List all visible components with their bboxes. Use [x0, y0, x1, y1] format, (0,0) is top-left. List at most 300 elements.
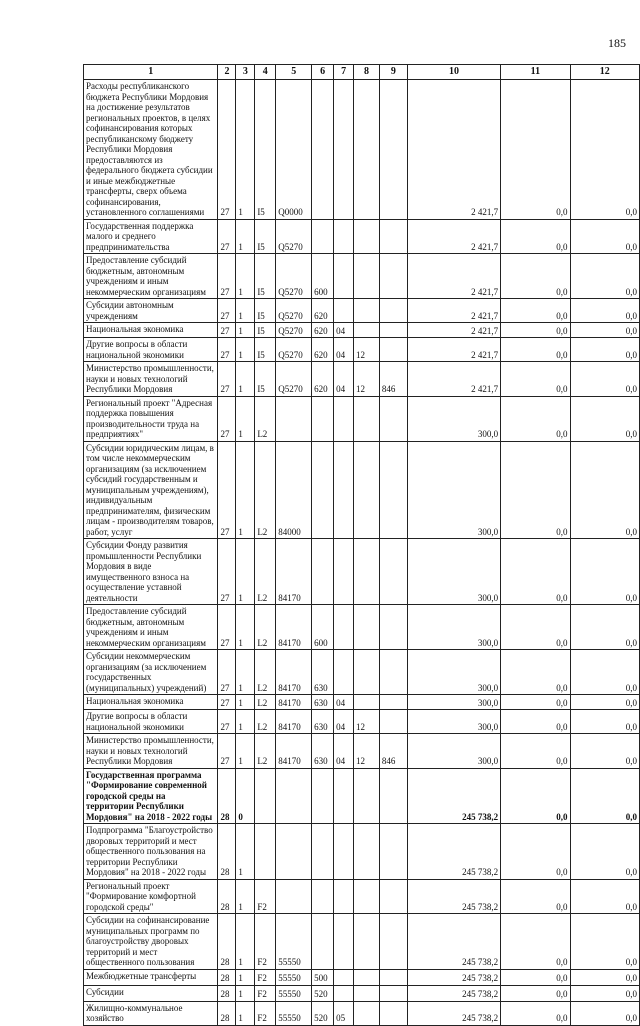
col-5-value: Q5270 — [276, 299, 312, 323]
col-3-value: 1 — [236, 824, 255, 880]
column-header: 11 — [501, 65, 570, 80]
col-3-value: 1 — [236, 914, 255, 970]
col-8-value — [354, 650, 380, 695]
col-9-value — [379, 441, 407, 539]
col-2-value: 28 — [218, 768, 236, 824]
col-5-value — [276, 396, 312, 441]
col-11-value: 0,0 — [501, 768, 570, 824]
col-8-value — [354, 80, 380, 220]
col-3-value: 1 — [236, 1001, 255, 1025]
col-2-value: 27 — [218, 710, 236, 734]
col-7-value — [334, 219, 354, 254]
col-2-value: 28 — [218, 969, 236, 985]
amount-value: 300,0 — [407, 396, 500, 441]
col-4-value: F2 — [255, 914, 276, 970]
col-9-value — [379, 323, 407, 338]
col-2-value: 27 — [218, 80, 236, 220]
col-12-value: 0,0 — [570, 80, 639, 220]
col-7-value: 04 — [334, 362, 354, 397]
col-2-value: 27 — [218, 323, 236, 338]
col-11-value: 0,0 — [501, 914, 570, 970]
col-5-value: Q5270 — [276, 338, 312, 362]
col-9-value — [379, 695, 407, 710]
col-2-value: 27 — [218, 441, 236, 539]
col-7-value — [334, 441, 354, 539]
col-12-value: 0,0 — [570, 219, 639, 254]
col-4-value — [255, 824, 276, 880]
col-7-value: 04 — [334, 710, 354, 734]
row-name: Субсидии Фонду развития промышленности Республики Мордовия в виде имущественного взноса на осуществление уставной деятельности — [84, 539, 218, 605]
column-header: 7 — [334, 65, 354, 80]
col-11-value: 0,0 — [501, 650, 570, 695]
col-7-value — [334, 824, 354, 880]
col-9-value — [379, 914, 407, 970]
col-2-value: 27 — [218, 539, 236, 605]
col-2-value: 27 — [218, 338, 236, 362]
col-5-value: Q5270 — [276, 362, 312, 397]
col-2-value: 27 — [218, 299, 236, 323]
col-9-value — [379, 710, 407, 734]
col-8-value — [354, 219, 380, 254]
table-row — [84, 605, 640, 650]
row-name: Межбюджетные трансферты — [84, 969, 218, 985]
col-4-value: L2 — [255, 650, 276, 695]
col-4-value: L2 — [255, 605, 276, 650]
col-8-value: 12 — [354, 338, 380, 362]
col-9-value — [379, 338, 407, 362]
table-row — [84, 1001, 640, 1025]
col-11-value: 0,0 — [501, 985, 570, 1001]
col-4-value: I5 — [255, 254, 276, 299]
col-3-value: 1 — [236, 650, 255, 695]
col-6-value — [312, 80, 334, 220]
row-name: Национальная экономика — [84, 695, 218, 710]
col-2-value: 27 — [218, 650, 236, 695]
table-row — [84, 441, 640, 539]
col-9-value — [379, 80, 407, 220]
col-6-value: 520 — [312, 1001, 334, 1025]
col-3-value: 1 — [236, 734, 255, 769]
row-name: Жилищно-коммунальное хозяйство — [84, 1001, 218, 1025]
amount-value: 2 421,7 — [407, 254, 500, 299]
col-6-value — [312, 219, 334, 254]
col-11-value: 0,0 — [501, 362, 570, 397]
col-3-value: 1 — [236, 219, 255, 254]
col-6-value: 600 — [312, 605, 334, 650]
amount-value: 300,0 — [407, 539, 500, 605]
col-7-value — [334, 650, 354, 695]
col-5-value: 84170 — [276, 734, 312, 769]
row-name: Министерство промышленности, науки и новых технологий Республики Мордовия — [84, 734, 218, 769]
amount-value: 2 421,7 — [407, 362, 500, 397]
col-12-value: 0,0 — [570, 695, 639, 710]
col-11-value: 0,0 — [501, 879, 570, 914]
row-name: Другие вопросы в области национальной экономики — [84, 338, 218, 362]
col-5-value: 55550 — [276, 985, 312, 1001]
col-3-value: 1 — [236, 695, 255, 710]
table-row — [84, 539, 640, 605]
col-5-value: 84170 — [276, 605, 312, 650]
col-5-value — [276, 768, 312, 824]
col-4-value: I5 — [255, 362, 276, 397]
col-8-value — [354, 323, 380, 338]
column-header: 3 — [236, 65, 255, 80]
column-header: 12 — [570, 65, 639, 80]
col-5-value — [276, 879, 312, 914]
col-4-value — [255, 768, 276, 824]
col-5-value: Q5270 — [276, 219, 312, 254]
amount-value: 300,0 — [407, 605, 500, 650]
col-4-value: L2 — [255, 710, 276, 734]
col-4-value: L2 — [255, 396, 276, 441]
col-6-value — [312, 879, 334, 914]
amount-value: 300,0 — [407, 650, 500, 695]
col-12-value: 0,0 — [570, 254, 639, 299]
table-row — [84, 914, 640, 970]
col-6-value: 520 — [312, 985, 334, 1001]
table-row — [84, 254, 640, 299]
col-12-value: 0,0 — [570, 914, 639, 970]
col-3-value: 1 — [236, 441, 255, 539]
col-11-value: 0,0 — [501, 605, 570, 650]
col-2-value: 28 — [218, 985, 236, 1001]
amount-value: 300,0 — [407, 734, 500, 769]
col-9-value — [379, 396, 407, 441]
col-11-value: 0,0 — [501, 254, 570, 299]
col-4-value: I5 — [255, 323, 276, 338]
table-row — [84, 362, 640, 397]
col-8-value — [354, 1001, 380, 1025]
col-12-value: 0,0 — [570, 768, 639, 824]
row-name: Государственная программа "Формирование современной городской среды на территории Республики Мордовия" на 2018 - 2022 годы — [84, 768, 218, 824]
col-4-value: F2 — [255, 1001, 276, 1025]
col-5-value: 84170 — [276, 650, 312, 695]
col-3-value: 1 — [236, 539, 255, 605]
column-header: 9 — [379, 65, 407, 80]
col-4-value: L2 — [255, 734, 276, 769]
amount-value: 300,0 — [407, 441, 500, 539]
col-2-value: 27 — [218, 254, 236, 299]
col-7-value: 05 — [334, 1001, 354, 1025]
col-6-value: 620 — [312, 338, 334, 362]
col-11-value: 0,0 — [501, 824, 570, 880]
col-9-value — [379, 299, 407, 323]
amount-value: 245 738,2 — [407, 985, 500, 1001]
col-8-value — [354, 605, 380, 650]
col-5-value: Q5270 — [276, 254, 312, 299]
col-8-value: 12 — [354, 362, 380, 397]
col-3-value: 1 — [236, 338, 255, 362]
col-7-value — [334, 299, 354, 323]
row-name: Расходы республиканского бюджета Республики Мордовия на достижение результатов региональных проектов, в целях софинансирования которых республиканскому бюджету Республики Мордовия предоставляются из федерального бюджета субсидии и иные межбюджетные трансферты, сверх объема софинансирования, установленного соглашениями — [84, 80, 218, 220]
col-4-value: F2 — [255, 879, 276, 914]
amount-value: 245 738,2 — [407, 768, 500, 824]
table-row — [84, 650, 640, 695]
col-12-value: 0,0 — [570, 539, 639, 605]
column-header: 1 — [84, 65, 218, 80]
col-7-value — [334, 605, 354, 650]
table-row — [84, 824, 640, 880]
col-5-value: 55550 — [276, 969, 312, 985]
col-6-value: 620 — [312, 362, 334, 397]
table-row — [84, 879, 640, 914]
col-12-value: 0,0 — [570, 650, 639, 695]
col-6-value: 600 — [312, 254, 334, 299]
row-name: Национальная экономика — [84, 323, 218, 338]
table-row — [84, 710, 640, 734]
col-5-value: 55550 — [276, 1001, 312, 1025]
row-name: Государственная поддержка малого и среднего предпринимательства — [84, 219, 218, 254]
col-9-value: 846 — [379, 362, 407, 397]
col-9-value — [379, 219, 407, 254]
amount-value: 300,0 — [407, 710, 500, 734]
col-3-value: 1 — [236, 710, 255, 734]
col-9-value: 846 — [379, 734, 407, 769]
col-6-value: 630 — [312, 734, 334, 769]
col-2-value: 28 — [218, 1001, 236, 1025]
col-11-value: 0,0 — [501, 695, 570, 710]
col-9-value — [379, 1001, 407, 1025]
col-8-value — [354, 695, 380, 710]
col-11-value: 0,0 — [501, 441, 570, 539]
col-11-value: 0,0 — [501, 323, 570, 338]
row-name: Предоставление субсидий бюджетным, автономным учреждениям и иным некоммерческим организациям — [84, 605, 218, 650]
col-3-value: 1 — [236, 605, 255, 650]
col-8-value — [354, 914, 380, 970]
amount-value: 300,0 — [407, 695, 500, 710]
col-8-value — [354, 768, 380, 824]
col-4-value: L2 — [255, 695, 276, 710]
col-8-value — [354, 441, 380, 539]
col-2-value: 27 — [218, 605, 236, 650]
table-row — [84, 80, 640, 220]
col-9-value — [379, 605, 407, 650]
col-7-value: 04 — [334, 323, 354, 338]
col-3-value: 1 — [236, 969, 255, 985]
col-4-value: L2 — [255, 539, 276, 605]
amount-value: 245 738,2 — [407, 824, 500, 880]
table-row — [84, 219, 640, 254]
col-3-value: 1 — [236, 879, 255, 914]
col-7-value — [334, 879, 354, 914]
col-4-value: L2 — [255, 441, 276, 539]
col-12-value: 0,0 — [570, 338, 639, 362]
col-8-value — [354, 396, 380, 441]
col-8-value — [354, 299, 380, 323]
col-11-value: 0,0 — [501, 734, 570, 769]
col-7-value — [334, 539, 354, 605]
col-11-value: 0,0 — [501, 338, 570, 362]
table-row — [84, 338, 640, 362]
amount-value: 2 421,7 — [407, 338, 500, 362]
col-8-value: 12 — [354, 710, 380, 734]
col-7-value: 04 — [334, 338, 354, 362]
col-4-value: F2 — [255, 985, 276, 1001]
col-7-value — [334, 969, 354, 985]
col-5-value: 84000 — [276, 441, 312, 539]
col-4-value: I5 — [255, 338, 276, 362]
col-2-value: 27 — [218, 396, 236, 441]
row-name: Субсидии — [84, 985, 218, 1001]
col-2-value: 27 — [218, 695, 236, 710]
col-12-value: 0,0 — [570, 299, 639, 323]
col-5-value: 84170 — [276, 695, 312, 710]
col-8-value — [354, 969, 380, 985]
col-12-value: 0,0 — [570, 824, 639, 880]
column-header: 6 — [312, 65, 334, 80]
col-9-value — [379, 539, 407, 605]
col-7-value — [334, 254, 354, 299]
col-3-value: 1 — [236, 299, 255, 323]
col-12-value: 0,0 — [570, 734, 639, 769]
col-4-value: I5 — [255, 80, 276, 220]
col-2-value: 28 — [218, 914, 236, 970]
col-6-value: 630 — [312, 695, 334, 710]
col-6-value: 620 — [312, 323, 334, 338]
col-9-value — [379, 768, 407, 824]
amount-value: 2 421,7 — [407, 80, 500, 220]
col-8-value — [354, 824, 380, 880]
col-11-value: 0,0 — [501, 1001, 570, 1025]
col-11-value: 0,0 — [501, 299, 570, 323]
column-header: 8 — [354, 65, 380, 80]
amount-value: 245 738,2 — [407, 914, 500, 970]
col-3-value: 1 — [236, 254, 255, 299]
col-5-value — [276, 824, 312, 880]
col-8-value — [354, 985, 380, 1001]
col-3-value: 1 — [236, 396, 255, 441]
amount-value: 245 738,2 — [407, 1001, 500, 1025]
col-11-value: 0,0 — [501, 539, 570, 605]
col-2-value: 27 — [218, 362, 236, 397]
col-8-value — [354, 254, 380, 299]
col-6-value — [312, 441, 334, 539]
row-name: Подпрограмма "Благоустройство дворовых территорий и мест общественного пользования на территории Республики Мордовия" на 2018 - 2022 годы — [84, 824, 218, 880]
col-7-value: 04 — [334, 734, 354, 769]
amount-value: 2 421,7 — [407, 219, 500, 254]
amount-value: 2 421,7 — [407, 323, 500, 338]
row-name: Предоставление субсидий бюджетным, автономным учреждениям и иным некоммерческим организациям — [84, 254, 218, 299]
col-12-value: 0,0 — [570, 879, 639, 914]
col-7-value: 04 — [334, 695, 354, 710]
col-6-value — [312, 539, 334, 605]
table-row — [84, 969, 640, 985]
table-row — [84, 695, 640, 710]
col-12-value: 0,0 — [570, 1001, 639, 1025]
table-row — [84, 323, 640, 338]
row-name: Субсидии на софинансирование муниципальных программ по благоустройству дворовых территорий и мест общественного пользования — [84, 914, 218, 970]
col-7-value — [334, 914, 354, 970]
col-5-value: 84170 — [276, 539, 312, 605]
col-7-value — [334, 768, 354, 824]
col-6-value: 630 — [312, 710, 334, 734]
row-name: Субсидии юридическим лицам, в том числе некоммерческим организациям (за исключением субсидий государственным и муниципальным учреждениям), индивидуальным предпринимателям, физическим лицам - производителям товаров, работ, услуг — [84, 441, 218, 539]
col-12-value: 0,0 — [570, 396, 639, 441]
col-2-value: 27 — [218, 734, 236, 769]
table-row — [84, 768, 640, 824]
col-5-value: Q0000 — [276, 80, 312, 220]
table-body — [84, 65, 640, 1026]
col-3-value: 0 — [236, 768, 255, 824]
col-6-value: 630 — [312, 650, 334, 695]
col-6-value — [312, 824, 334, 880]
column-header: 5 — [276, 65, 312, 80]
table-row — [84, 734, 640, 769]
col-3-value: 1 — [236, 362, 255, 397]
row-name: Другие вопросы в области национальной экономики — [84, 710, 218, 734]
col-3-value: 1 — [236, 80, 255, 220]
col-6-value: 500 — [312, 969, 334, 985]
page-number: 185 — [608, 36, 626, 50]
col-6-value — [312, 914, 334, 970]
col-12-value: 0,0 — [570, 710, 639, 734]
col-4-value: I5 — [255, 299, 276, 323]
col-11-value: 0,0 — [501, 80, 570, 220]
col-9-value — [379, 824, 407, 880]
row-name: Региональный проект "Формирование комфортной городской среды" — [84, 879, 218, 914]
column-header: 2 — [218, 65, 236, 80]
col-12-value: 0,0 — [570, 969, 639, 985]
col-5-value: 55550 — [276, 914, 312, 970]
col-11-value: 0,0 — [501, 969, 570, 985]
col-2-value: 27 — [218, 219, 236, 254]
col-9-value — [379, 969, 407, 985]
col-12-value: 0,0 — [570, 362, 639, 397]
row-name: Региональный проект "Адресная поддержка повышения производительности труда на предприятиях" — [84, 396, 218, 441]
col-11-value: 0,0 — [501, 396, 570, 441]
col-4-value: F2 — [255, 969, 276, 985]
row-name: Субсидии некоммерческим организациям (за исключением государственных (муниципальных) учреждений) — [84, 650, 218, 695]
col-2-value: 28 — [218, 824, 236, 880]
col-12-value: 0,0 — [570, 323, 639, 338]
col-12-value: 0,0 — [570, 605, 639, 650]
col-6-value — [312, 768, 334, 824]
col-8-value: 12 — [354, 734, 380, 769]
col-7-value — [334, 985, 354, 1001]
col-7-value — [334, 396, 354, 441]
col-4-value: I5 — [255, 219, 276, 254]
col-9-value — [379, 985, 407, 1001]
budget-table — [83, 64, 640, 1026]
table-row — [84, 396, 640, 441]
col-12-value: 0,0 — [570, 441, 639, 539]
col-7-value — [334, 80, 354, 220]
table-row — [84, 299, 640, 323]
col-8-value — [354, 539, 380, 605]
col-3-value: 1 — [236, 985, 255, 1001]
row-name: Субсидии автономным учреждениям — [84, 299, 218, 323]
row-name: Министерство промышленности, науки и новых технологий Республики Мордовия — [84, 362, 218, 397]
column-header: 4 — [255, 65, 276, 80]
col-9-value — [379, 879, 407, 914]
col-12-value: 0,0 — [570, 985, 639, 1001]
col-8-value — [354, 879, 380, 914]
col-6-value — [312, 396, 334, 441]
col-11-value: 0,0 — [501, 219, 570, 254]
table-header-row — [84, 65, 640, 80]
col-5-value: Q5270 — [276, 323, 312, 338]
amount-value: 2 421,7 — [407, 299, 500, 323]
col-11-value: 0,0 — [501, 710, 570, 734]
col-9-value — [379, 254, 407, 299]
col-9-value — [379, 650, 407, 695]
col-2-value: 28 — [218, 879, 236, 914]
amount-value: 245 738,2 — [407, 879, 500, 914]
amount-value: 245 738,2 — [407, 969, 500, 985]
col-3-value: 1 — [236, 323, 255, 338]
col-5-value: 84170 — [276, 710, 312, 734]
col-6-value: 620 — [312, 299, 334, 323]
